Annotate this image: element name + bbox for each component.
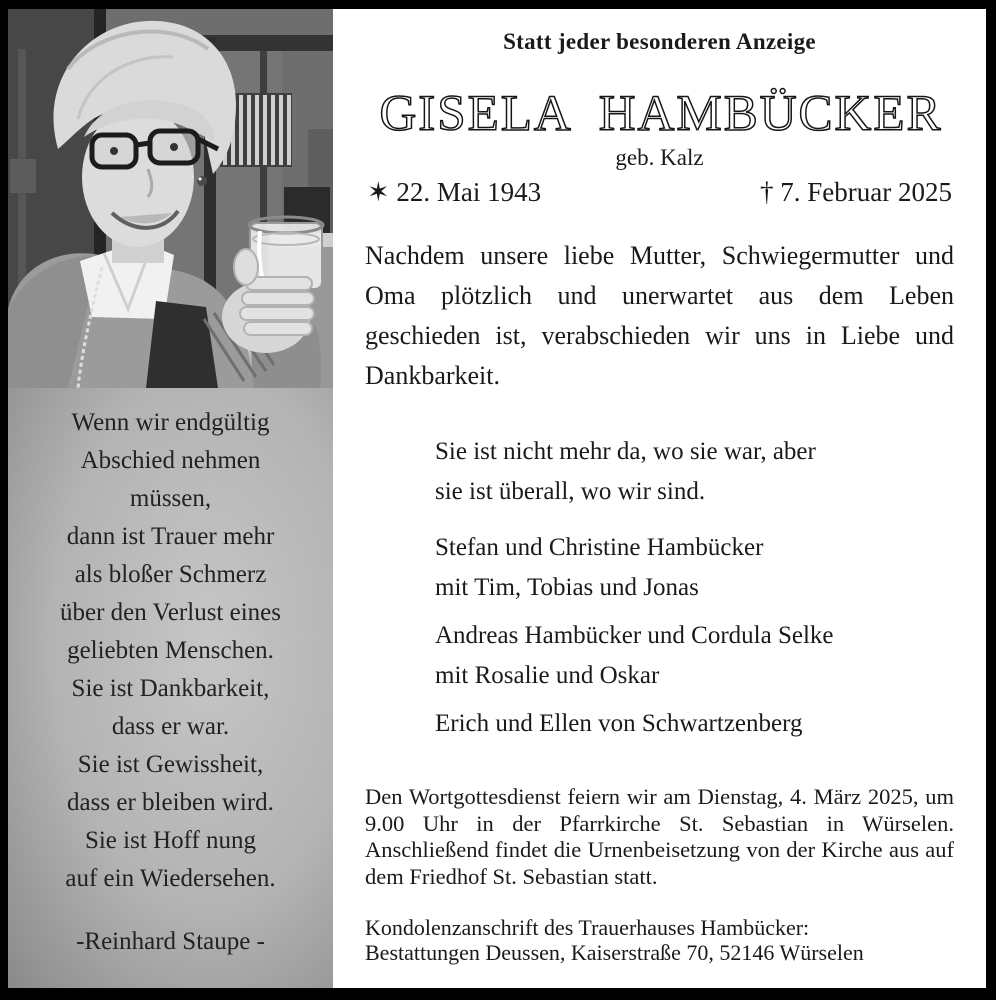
poem-line: dass er war.	[111, 713, 230, 740]
birth-date	[367, 177, 541, 208]
death-date-text: 7. Februar 2025	[780, 177, 952, 207]
poem-line: Abschied nehmen	[80, 447, 261, 474]
death-cross-icon: †	[760, 177, 774, 207]
quote-line: Sie ist nicht mehr da, wo sie war, aber	[435, 438, 816, 465]
notice-paper	[8, 9, 986, 988]
poem-line: Wenn wir endgültig	[71, 409, 270, 436]
family-line: mit Rosalie und Oskar	[435, 662, 660, 689]
family-group	[435, 528, 954, 608]
poem-line: Sie ist Dankbarkeit,	[71, 675, 270, 702]
poem-line: über den Verlust eines	[59, 599, 281, 626]
service-details: Den Wortgottesdienst feiern wir am Dienstag, 4. März 2025, um 9.00 Uhr in der Pfarrkirche St. Sebastian in Würselen. Anschließend findet die Urnenbeisetzung von der Kirche aus auf dem Friedhof St. Sebastian statt.	[365, 784, 954, 889]
condolence-line: Kondolenzanschrift des Trauerhauses Hambücker:	[365, 915, 810, 940]
memorial-poem	[8, 388, 333, 898]
poem-line: als bloßer Schmerz	[74, 561, 267, 588]
poem-line: Sie ist Gewissheit,	[77, 751, 264, 778]
deceased-name	[365, 79, 954, 145]
intro-paragraph: Nachdem unsere liebe Mutter, Schwiegermutter und Oma plötzlich und unerwartet aus dem Leben geschieden ist, verabschieden wir uns in Liebe und Dankbarkeit.	[365, 241, 954, 390]
maiden-name: geb. Kalz	[615, 145, 704, 170]
quote-line: sie ist überall, wo wir sind.	[435, 478, 706, 505]
poem-line: auf ein Wiedersehen.	[65, 865, 276, 892]
condolence-line: Bestattungen Deussen, Kaiserstraße 70, 52146 Würselen	[365, 940, 864, 965]
photo-illustration	[8, 9, 333, 388]
deceased-photo	[8, 9, 333, 388]
mourning-family-list	[435, 528, 954, 744]
family-line: Andreas Hambücker und Cordula Selke	[435, 622, 834, 649]
poem-line: dann ist Trauer mehr	[66, 523, 275, 550]
life-dates	[365, 177, 954, 208]
notice-text-column	[333, 9, 986, 988]
poem-line: müssen,	[129, 485, 212, 512]
farewell-quote	[435, 432, 954, 512]
deceased-name-text: GISELA HAMBÜCKER	[379, 86, 943, 142]
poem-line: Sie ist Hoff nung	[84, 827, 257, 854]
death-date	[760, 177, 952, 208]
family-group	[435, 616, 954, 696]
family-line: Stefan und Christine Hambücker	[435, 534, 764, 561]
left-column	[8, 9, 333, 988]
preheader: Statt jeder besonderen Anzeige	[503, 29, 816, 54]
birth-date-text: 22. Mai 1943	[396, 177, 542, 207]
family-line: mit Tim, Tobias und Jonas	[435, 574, 699, 601]
poem-author: -Reinhard Staupe -	[76, 928, 265, 955]
poem-line: geliebten Menschen.	[67, 637, 274, 664]
family-group	[435, 704, 954, 744]
condolence-address	[365, 915, 954, 965]
family-line: Erich und Ellen von Schwartzenberg	[435, 710, 803, 737]
poem-line: dass er bleiben wird.	[67, 789, 274, 816]
memorial-poem-panel	[8, 388, 333, 988]
born-star-icon: ✶	[367, 177, 390, 207]
